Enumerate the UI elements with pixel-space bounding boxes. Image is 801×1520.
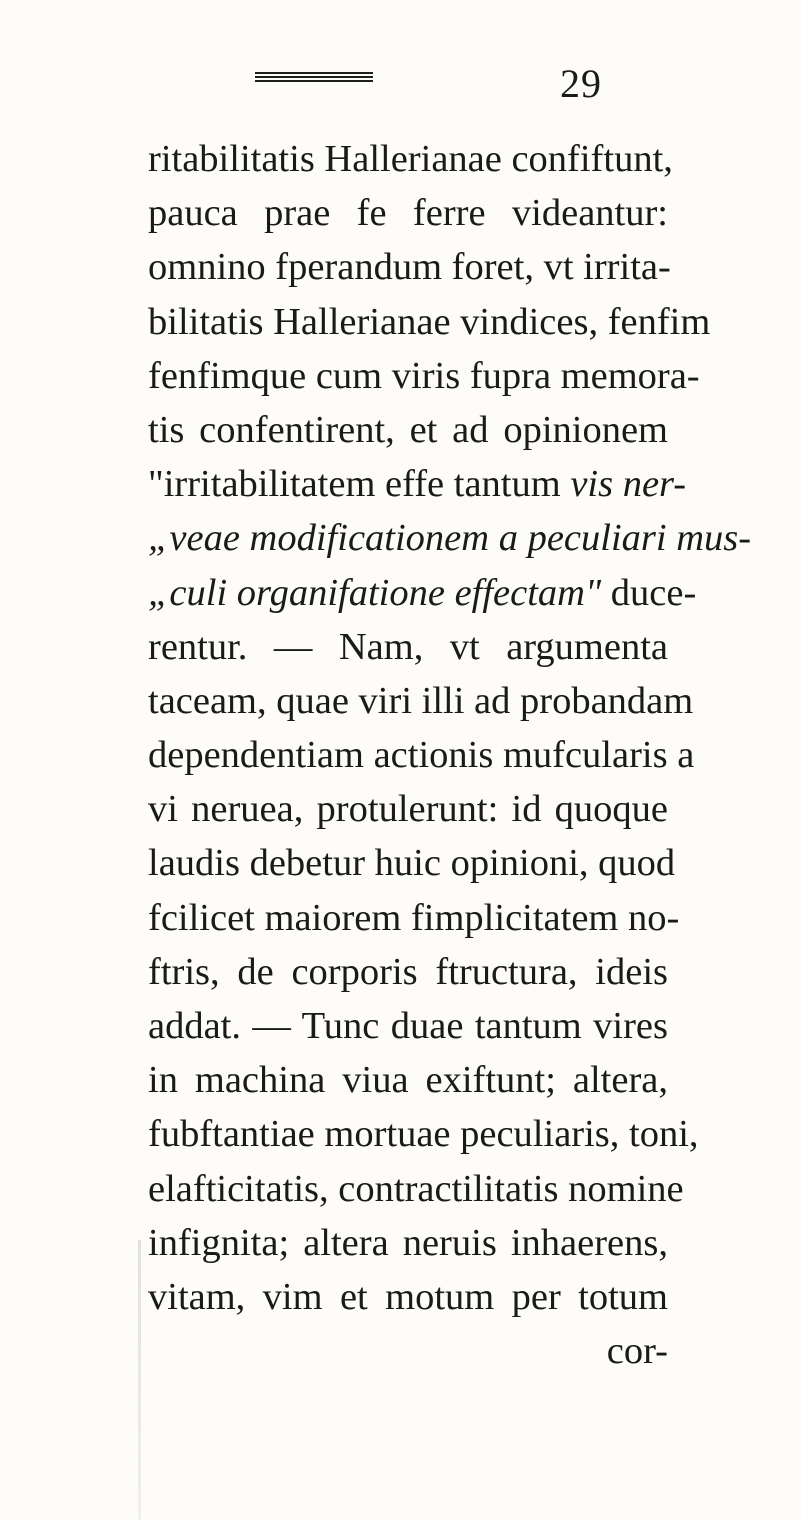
text-line: in machina viua exiftunt; altera,	[148, 1059, 668, 1102]
rule-line	[255, 76, 373, 78]
italic-segment: vis ner-	[570, 463, 687, 506]
text-line: taceam, quae viri illi ad probandam	[148, 679, 694, 722]
text-line: bilitatis Hallerianae vindices, fenfim	[148, 300, 711, 343]
page-margin-shadow	[138, 1240, 141, 1520]
text-line: vitam, vim et motum per totum	[148, 1275, 668, 1318]
text-line	[148, 566, 697, 620]
text-line: dependentiam actionis mufcularis a	[148, 734, 695, 777]
text-line: fcilicet maiorem fimplicitatem no-	[148, 896, 680, 939]
text-line: infignita; altera neruis inhaerens,	[148, 1221, 668, 1264]
header-ornament-rule	[255, 72, 373, 88]
text-line: ritabilitatis Hallerianae confiftunt,	[148, 138, 673, 180]
text-line: rentur. — Nam, vt argumenta	[148, 625, 668, 668]
text-line: laudis debetur huic opinioni, quod	[148, 842, 676, 885]
text-segment: duce-	[610, 571, 697, 614]
catchword: cor-	[606, 1330, 668, 1373]
text-line: ftris, de corporis ftructura, ideis	[148, 950, 668, 993]
rule-line	[255, 72, 373, 74]
text-line	[148, 457, 687, 511]
text-line-italic: „veae modificationem a peculiari mus-	[148, 517, 752, 560]
italic-segment: „culi organifatione effectam"	[148, 571, 602, 614]
page-number: 29	[560, 61, 602, 106]
text-line: fubftantiae mortuae peculiaris, toni,	[148, 1113, 699, 1156]
text-line: addat. — Tunc duae tantum vires	[148, 1005, 668, 1047]
rule-line	[255, 80, 373, 82]
text-line: fenfimque cum viris fupra memora-	[148, 354, 700, 397]
text-line: pauca prae fe ferre videantur:	[148, 192, 668, 235]
body-text	[148, 132, 752, 1378]
text-line: vi neruea, protulerunt: id quoque	[148, 788, 668, 831]
text-line: omnino fperandum foret, vt irrita-	[148, 246, 671, 289]
text-segment: "irritabilitatem effe tantum	[148, 463, 561, 506]
text-line: tis confentirent, et ad opinionem	[148, 408, 668, 451]
text-line: elafticitatis, contractilitatis nomine	[148, 1167, 684, 1210]
